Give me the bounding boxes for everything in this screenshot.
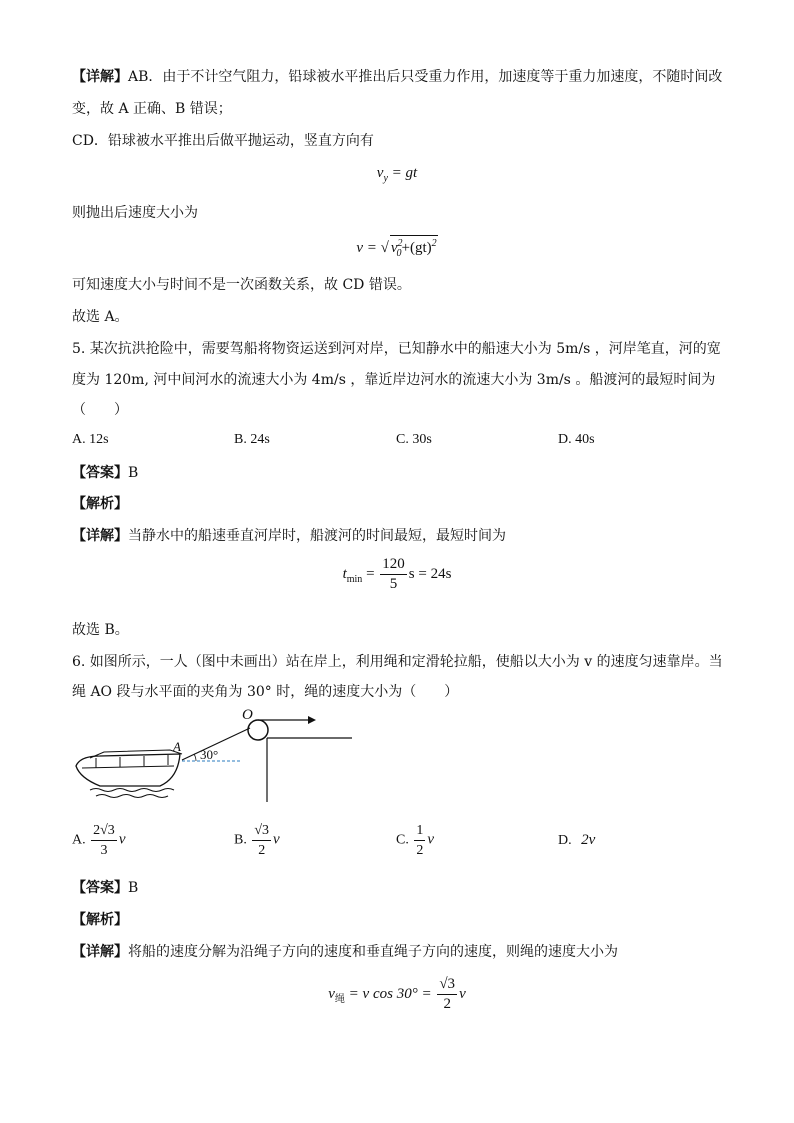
q5-stem-line2: 度为 120m, 河中间河水的流速大小为 4m/s ，靠近岸边河水的流速大小为 3m/s 。船渡河的最短时间为 bbox=[72, 372, 716, 388]
q4-detail-line1: 【详解】AB．由于不计空气阻力，铅球被水平推出后只受重力作用，加速度等于重力加速度，不随时间改 bbox=[72, 69, 723, 85]
label-a: A bbox=[173, 739, 181, 754]
q6-option-d: D. 2v bbox=[558, 832, 596, 848]
q5-option-a: A. 12s bbox=[72, 432, 109, 447]
q4-choose: 故选 A。 bbox=[72, 309, 129, 325]
q4-detail-line4: 则抛出后速度大小为 bbox=[72, 205, 198, 221]
q6-option-b: B. $\frac{√3}{2}$ v bbox=[234, 823, 280, 858]
water-wave bbox=[96, 795, 168, 798]
q4-detail-line5: 可知速度大小与时间不是一次函数关系，故 CD 错误。 bbox=[72, 277, 411, 293]
q5-answer: 【答案】B bbox=[72, 465, 139, 481]
q5-option-b: B. 24s bbox=[234, 432, 270, 447]
q4-detail-line2: 变，故 A 正确、B 错误； bbox=[72, 101, 232, 117]
q6-detail: 【详解】将船的速度分解为沿绳子方向的速度和垂直绳子方向的速度，则绳的速度大小为 bbox=[72, 944, 618, 960]
q6-stem-line1: 6. 如图所示，一人（图中未画出）站在岸上，利用绳和定滑轮拉船，使船以大小为 v 的速度匀速靠岸。当 bbox=[72, 654, 723, 670]
q5-analysis-tag: 【解析】 bbox=[72, 496, 128, 512]
detail-tag: 【详解】 bbox=[72, 944, 128, 960]
detail-tag: 【详解】 bbox=[72, 528, 128, 544]
label-o: O bbox=[242, 707, 253, 723]
angle-arc bbox=[194, 754, 196, 761]
pulley bbox=[248, 720, 268, 740]
detail-tag: 【详解】 bbox=[72, 69, 128, 85]
answer-tag: 【答案】 bbox=[72, 465, 128, 481]
water-wave bbox=[90, 789, 174, 792]
q4-detail-line3: CD．铅球被水平推出后做平抛运动，竖直方向有 bbox=[72, 133, 374, 149]
q5-option-c: C. 30s bbox=[396, 432, 432, 447]
q5-stem-line3: （ ） bbox=[72, 402, 128, 418]
answer-tag: 【答案】 bbox=[72, 880, 128, 896]
q5-option-d: D. 40s bbox=[558, 432, 595, 447]
q6-stem-line2: 绳 AO 段与水平面的夹角为 30° 时，绳的速度大小为（ ） bbox=[72, 684, 459, 700]
formula-v-rope: $v_绳 = v$ cos 30° = $\frac{√3}{2}$ v bbox=[328, 976, 466, 1012]
boat-pulley-figure bbox=[70, 706, 360, 806]
q5-stem-line1: 5. 某次抗洪抢险中，需要驾船将物资运送到河对岸，已知静水中的船速大小为 5m/s ，河岸笔直，河的宽 bbox=[72, 341, 721, 357]
formula-vy: $v_y$ = gt bbox=[376, 165, 418, 184]
boat-hull bbox=[76, 754, 180, 786]
q6-answer: 【答案】B bbox=[72, 880, 139, 896]
q5-detail: 【详解】当静水中的船速垂直河岸时，船渡河的时间最短，最短时间为 bbox=[72, 528, 506, 544]
formula-v: v = √ $v^2_0+(gt)^2$ bbox=[0, 235, 794, 262]
q5-choose: 故选 B。 bbox=[72, 622, 129, 638]
label-angle: 30° bbox=[200, 747, 219, 762]
q6-option-a: A. $\frac{2√3}{3}$ v bbox=[72, 823, 126, 858]
q6-option-c: C. $\frac{1}{2}$ v bbox=[396, 823, 435, 858]
q6-analysis-tag: 【解析】 bbox=[72, 912, 128, 928]
formula-tmin: $t_{min}$ = $\frac{120}{5}$ s = 24s bbox=[342, 556, 452, 592]
arrowhead bbox=[308, 716, 316, 724]
